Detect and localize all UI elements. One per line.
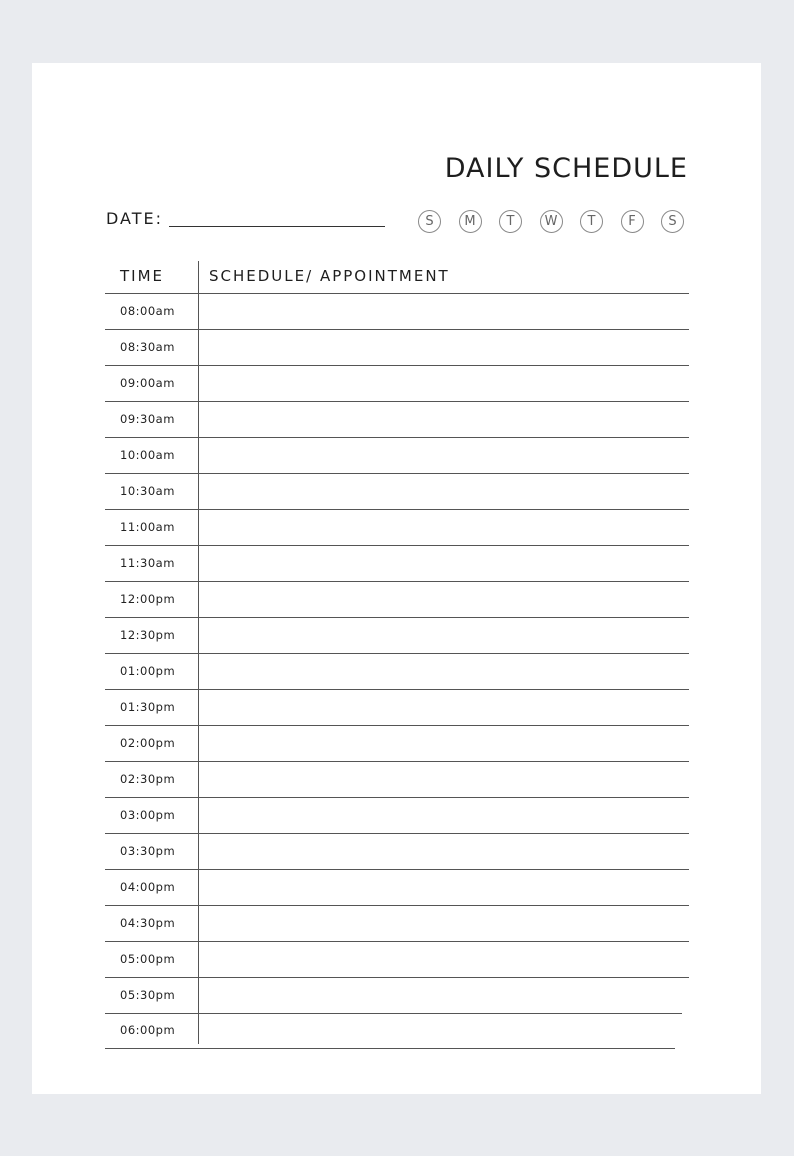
appointment-cell[interactable] xyxy=(199,978,689,1013)
appointment-cell[interactable] xyxy=(199,870,689,905)
appointment-cell[interactable] xyxy=(199,582,689,617)
table-row xyxy=(105,762,689,798)
day-circle-friday[interactable]: F xyxy=(621,210,644,233)
time-label: 04:30pm xyxy=(120,916,176,930)
table-row xyxy=(105,510,689,546)
time-label: 04:00pm xyxy=(120,880,176,894)
table-row xyxy=(105,330,689,366)
appointment-cell[interactable] xyxy=(199,762,689,797)
appointment-cell[interactable] xyxy=(199,1013,689,1048)
time-label: 09:00am xyxy=(120,376,175,390)
time-column-header: TIME xyxy=(120,267,165,285)
appointment-cell[interactable] xyxy=(199,402,689,437)
appointment-cell[interactable] xyxy=(199,834,689,869)
table-row xyxy=(105,366,689,402)
time-label: 12:00pm xyxy=(120,592,176,606)
time-label: 02:00pm xyxy=(120,736,176,750)
appointment-cell[interactable] xyxy=(199,690,689,725)
table-row xyxy=(105,834,689,870)
table-row xyxy=(105,402,689,438)
appointment-cell[interactable] xyxy=(199,510,689,545)
day-circle-thursday[interactable]: T xyxy=(580,210,603,233)
date-field[interactable] xyxy=(169,226,385,227)
table-row xyxy=(105,942,689,978)
time-label: 12:30pm xyxy=(120,628,176,642)
table-row xyxy=(105,582,689,618)
day-circle-saturday[interactable]: S xyxy=(661,210,684,233)
page-title: DAILY SCHEDULE xyxy=(444,153,688,184)
time-label: 03:00pm xyxy=(120,808,176,822)
time-label: 05:00pm xyxy=(120,952,176,966)
time-label: 05:30pm xyxy=(120,988,176,1002)
date-label: DATE: xyxy=(106,209,164,228)
table-row xyxy=(105,618,689,654)
day-circle-monday[interactable]: M xyxy=(459,210,482,233)
planner-sheet xyxy=(32,63,761,1094)
time-label: 10:00am xyxy=(120,448,175,462)
table-row xyxy=(105,438,689,474)
table-row xyxy=(105,798,689,834)
appointment-cell[interactable] xyxy=(199,438,689,473)
time-label: 01:00pm xyxy=(120,664,176,678)
table-row xyxy=(105,726,689,762)
appointment-cell[interactable] xyxy=(199,366,689,401)
table-row xyxy=(105,690,689,726)
time-label: 10:30am xyxy=(120,484,175,498)
appointment-cell[interactable] xyxy=(199,474,689,509)
appointment-cell[interactable] xyxy=(199,942,689,977)
table-row xyxy=(105,474,689,510)
date-row xyxy=(106,211,385,227)
time-label: 08:00am xyxy=(120,304,175,318)
table-row xyxy=(105,1013,689,1048)
day-circle-wednesday[interactable]: W xyxy=(540,210,563,233)
time-label: 02:30pm xyxy=(120,772,176,786)
time-label: 01:30pm xyxy=(120,700,176,714)
table-row xyxy=(105,546,689,582)
time-label: 11:30am xyxy=(120,556,175,570)
table-row xyxy=(105,978,689,1013)
appointment-cell[interactable] xyxy=(199,726,689,761)
schedule-column-header: SCHEDULE/ APPOINTMENT xyxy=(209,267,450,285)
time-label: 11:00am xyxy=(120,520,175,534)
day-circle-tuesday[interactable]: T xyxy=(499,210,522,233)
time-label: 06:00pm xyxy=(120,1023,176,1037)
appointment-cell[interactable] xyxy=(199,798,689,833)
day-circle-sunday[interactable]: S xyxy=(418,210,441,233)
appointment-cell[interactable] xyxy=(199,546,689,581)
table-row xyxy=(105,906,689,942)
appointment-cell[interactable] xyxy=(199,906,689,941)
appointment-cell[interactable] xyxy=(199,654,689,689)
schedule-table xyxy=(105,261,689,1048)
table-row xyxy=(105,654,689,690)
appointment-cell[interactable] xyxy=(199,618,689,653)
time-label: 03:30pm xyxy=(120,844,176,858)
table-row xyxy=(105,294,689,330)
table-row xyxy=(105,870,689,906)
appointment-cell[interactable] xyxy=(199,330,689,365)
weekday-selector xyxy=(418,210,684,233)
time-label: 09:30am xyxy=(120,412,175,426)
appointment-cell[interactable] xyxy=(199,294,689,329)
time-label: 08:30am xyxy=(120,340,175,354)
table-header xyxy=(105,261,689,294)
